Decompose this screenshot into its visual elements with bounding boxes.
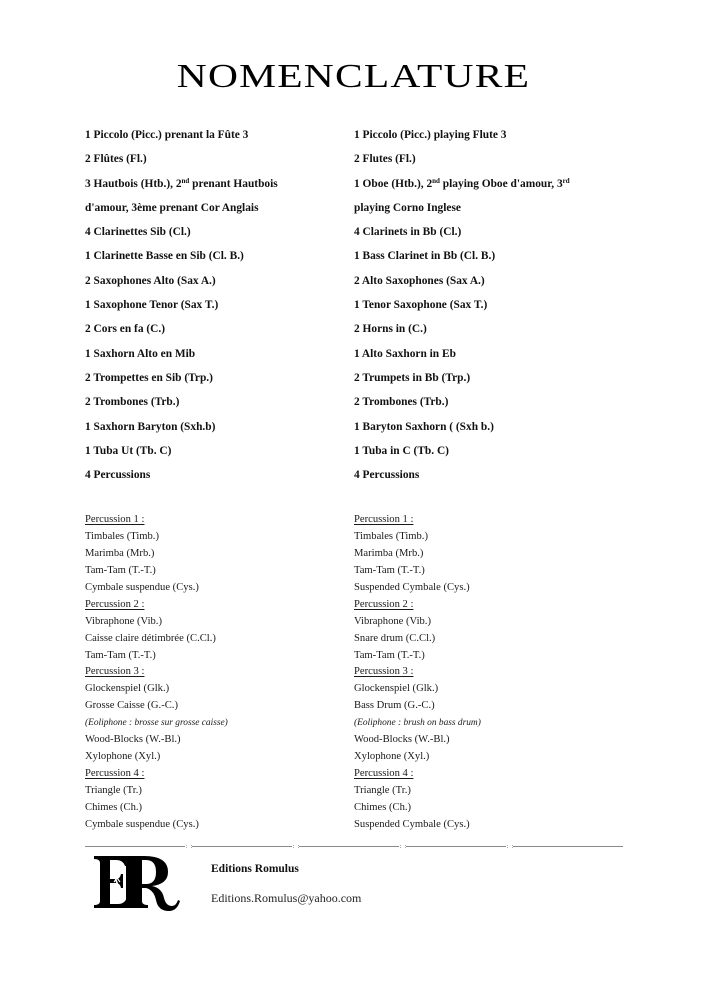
percussion-item: Chimes (Ch.) bbox=[85, 801, 143, 813]
instrument-line: 1 Saxophone Tenor (Sax T.) bbox=[85, 299, 219, 312]
publisher-email[interactable]: Editions.Romulus@yahoo.com bbox=[211, 891, 362, 905]
instrument-line: 1 Bass Clarinet in Bb (Cl. B.) bbox=[354, 250, 496, 263]
percussion-group-heading: Percussion 4 : bbox=[354, 768, 414, 780]
percussion-item: Grosse Caisse (G.-C.) bbox=[85, 700, 178, 712]
percussion-item: Timbales (Timb.) bbox=[85, 530, 159, 542]
percussion-item: Glockenspiel (Glk.) bbox=[354, 683, 439, 695]
percussion-item: Xylophone (Xyl.) bbox=[85, 751, 161, 763]
percussion-note: (Eoliphone : brosse sur grosse caisse) bbox=[85, 718, 228, 729]
percussion-group-heading: Percussion 2 : bbox=[354, 598, 414, 610]
percussion-group-heading: Percussion 3 : bbox=[85, 666, 145, 678]
instrument-line: 2 Trombones (Trb.) bbox=[85, 396, 180, 409]
instrument-text: 1 Oboe (Htb.), 2 bbox=[354, 177, 433, 190]
percussion-item: Suspended Cymbale (Cys.) bbox=[354, 581, 470, 593]
instrument-line: 1 Piccolo (Picc.) playing Flute 3 bbox=[354, 129, 507, 141]
instrument-line: 4 Percussions bbox=[85, 469, 151, 482]
instrument-line: 1 Piccolo (Picc.) prenant la Fûte 3 bbox=[85, 129, 249, 141]
divider-segment bbox=[85, 846, 185, 847]
percussion-list-french bbox=[85, 512, 350, 834]
percussion-item: Bass Drum (G.-C.) bbox=[354, 700, 435, 712]
percussion-group-heading: Percussion 1 : bbox=[354, 514, 414, 525]
instrument-line: 1 Alto Saxhorn in Eb bbox=[354, 347, 456, 360]
instrument-list-french bbox=[85, 125, 350, 489]
instrument-line: 2 Flutes (Fl.) bbox=[354, 153, 416, 166]
percussion-item: Tam-Tam (T.-T.) bbox=[85, 564, 156, 576]
percussion-item: Vibraphone (Vib.) bbox=[85, 615, 162, 627]
instrument-line: 1 Baryton Saxhorn ( (Sxh b.) bbox=[354, 420, 494, 433]
instrument-line: 4 Clarinets in Bb (Cl.) bbox=[354, 226, 462, 239]
percussion-item: Triangle (Tr.) bbox=[354, 785, 411, 796]
instrument-list-english bbox=[354, 125, 619, 489]
percussion-group-heading: Percussion 1 : bbox=[85, 514, 145, 525]
percussion-item: Snare drum (C.Cl.) bbox=[354, 632, 436, 644]
percussion-item: Glockenspiel (Glk.) bbox=[85, 683, 170, 695]
instrument-line: 2 Trompettes en Sib (Trp.) bbox=[85, 371, 213, 384]
instrument-line: 2 Trumpets in Bb (Trp.) bbox=[354, 371, 471, 384]
percussion-item: Tam-Tam (T.-T.) bbox=[354, 564, 425, 576]
instrument-line: d'amour, 3ème prenant Cor Anglais bbox=[85, 201, 259, 214]
publisher-name: Editions Romulus bbox=[211, 863, 299, 875]
instrument-line: 2 Flûtes (Fl.) bbox=[85, 153, 147, 166]
percussion-item: Wood-Blocks (W.-Bl.) bbox=[85, 734, 181, 746]
percussion-item: Triangle (Tr.) bbox=[85, 785, 142, 796]
percussion-item: Caisse claire détimbrée (C.Cl.) bbox=[85, 632, 216, 644]
instrument-line: 2 Saxophones Alto (Sax A.) bbox=[85, 274, 216, 287]
percussion-item: Vibraphone (Vib.) bbox=[354, 615, 431, 627]
instrument-line: 2 Horns in (C.) bbox=[354, 323, 427, 336]
percussion-group-heading: Percussion 3 : bbox=[354, 666, 414, 678]
divider-segment bbox=[192, 846, 292, 847]
divider-segment bbox=[406, 846, 506, 847]
instrument-text: 3 Hautbois (Htb.), 2 bbox=[85, 177, 182, 190]
percussion-item: Tam-Tam (T.-T.) bbox=[85, 649, 156, 661]
percussion-item: Chimes (Ch.) bbox=[354, 801, 412, 813]
percussion-item: Xylophone (Xyl.) bbox=[354, 751, 430, 763]
percussion-item: Marimba (Mrb.) bbox=[85, 547, 155, 559]
instrument-text: prenant Hautbois bbox=[189, 177, 278, 190]
percussion-list-english bbox=[354, 512, 619, 834]
ordinal-suffix: rd bbox=[562, 176, 570, 185]
divider-segment bbox=[299, 846, 399, 847]
instrument-line bbox=[85, 174, 350, 198]
publisher-logo bbox=[92, 852, 180, 912]
instrument-line: 4 Percussions bbox=[354, 469, 420, 482]
percussion-item: Suspended Cymbale (Cys.) bbox=[354, 818, 470, 830]
percussion-group-heading: Percussion 2 : bbox=[85, 598, 145, 610]
instrument-line: 4 Clarinettes Sib (Cl.) bbox=[85, 226, 191, 239]
percussion-group-heading: Percussion 4 : bbox=[85, 768, 145, 780]
page-title: NOMENCLATURE bbox=[176, 58, 531, 95]
percussion-item: Marimba (Mrb.) bbox=[354, 547, 424, 559]
instrument-line: 2 Cors en fa (C.) bbox=[85, 323, 166, 336]
percussion-note: (Eoliphone : brush on bass drum) bbox=[354, 718, 481, 729]
percussion-item: Cymbale suspendue (Cys.) bbox=[85, 818, 199, 830]
instrument-line: 2 Trombones (Trb.) bbox=[354, 396, 449, 409]
ordinal-suffix: nd bbox=[181, 176, 190, 185]
percussion-item: Cymbale suspendue (Cys.) bbox=[85, 581, 199, 593]
percussion-item: Tam-Tam (T.-T.) bbox=[354, 649, 425, 661]
ordinal-suffix: nd bbox=[432, 176, 440, 185]
instrument-line: 1 Clarinette Basse en Sib (Cl. B.) bbox=[85, 250, 244, 263]
percussion-item: Timbales (Timb.) bbox=[354, 530, 428, 542]
instrument-line: 1 Saxhorn Alto en Mib bbox=[85, 347, 196, 360]
instrument-line: 1 Tuba Ut (Tb. C) bbox=[85, 444, 172, 457]
instrument-line: 2 Alto Saxophones (Sax A.) bbox=[354, 274, 485, 287]
instrument-line bbox=[354, 174, 619, 198]
er-monogram-icon bbox=[92, 852, 180, 912]
instrument-line: 1 Tenor Saxophone (Sax T.) bbox=[354, 299, 488, 312]
instrument-line: 1 Saxhorn Baryton (Sxh.b) bbox=[85, 420, 216, 433]
instrument-line: 1 Tuba in C (Tb. C) bbox=[354, 444, 449, 457]
divider-segment bbox=[513, 846, 623, 847]
percussion-item: Wood-Blocks (W.-Bl.) bbox=[354, 734, 450, 746]
instrument-text: playing Oboe d'amour, 3 bbox=[439, 177, 563, 190]
instrument-line: playing Corno Inglese bbox=[354, 201, 461, 214]
